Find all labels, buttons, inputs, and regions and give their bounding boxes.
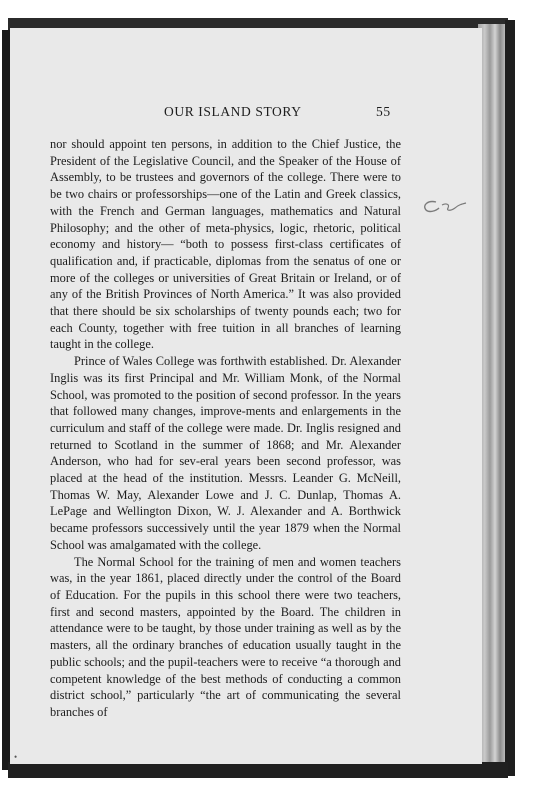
paragraph-3: The Normal School for the training of men and women teachers was, in the year 1861, placed directly under the control of the Board of Education. For the pupils in this school there were two teachers, first and second masters, appointed by the Board. The children in attendance were to be taught, by those under training as well as by the masters, all the ordinary branches of education usually taught in the public schools; and the pupil-teachers were to receive “a thorough and competent knowledge of the best methods of conducting a common district school,” particularly “the art of communicating the several branches of <box>50 554 401 719</box>
paragraph-1: nor should appoint ten persons, in addition to the Chief Justice, the President of the Legislative Council, and the Speaker of the House of Assembly, to be trustees and governors of the college. There were to be two chairs or professorships—one of the Latin and Greek classics, with the French and German languages, mathematics and Natural Philosophy; and the other of meta-physics, logic, rhetoric, political economy and history— “both to possess first-class certificates of qualification and, if practicable, diplomas from the senatus of one or more of the colleges or universities of Great Britain or Ireland, or of any of the British Provinces of North America.” It was also provided that there should be six scholarships of twenty pounds each; two for each County, together with free tuition in all branches of learning taught in the college. <box>50 137 401 352</box>
running-title: OUR ISLAND STORY <box>164 104 302 119</box>
body-text <box>50 136 401 721</box>
bottom-scan-edge <box>8 762 508 778</box>
handwritten-pencil-mark-icon <box>420 196 468 218</box>
book-page <box>10 28 482 764</box>
running-head <box>10 104 482 124</box>
page-number: 55 <box>376 104 391 119</box>
paragraph-2: Prince of Wales College was forthwith established. Dr. Alexander Inglis was its first Principal and Mr. William Monk, of the Normal School, was promoted to the position of second professor. In the years that followed many changes, improve-ments and enlargements in the curriculum and staff of the college were made. Dr. Inglis resigned and returned to Scotland in the summer of 1868; and Mr. Alexander Anderson, who had for sev-eral years been second professor, was placed at the head of the institution. Messrs. Leander G. McNeill, Thomas W. May, Alexander Lowe and J. C. Dunlap, Thomas A. LePage and Wellington Dixon, W. J. Alexander and A. Borthwick became professors successively until the year 1879 when the Normal School was amalgamated with the college. <box>50 354 401 552</box>
scan-speck: • <box>14 752 18 762</box>
right-scan-edge <box>505 20 515 776</box>
